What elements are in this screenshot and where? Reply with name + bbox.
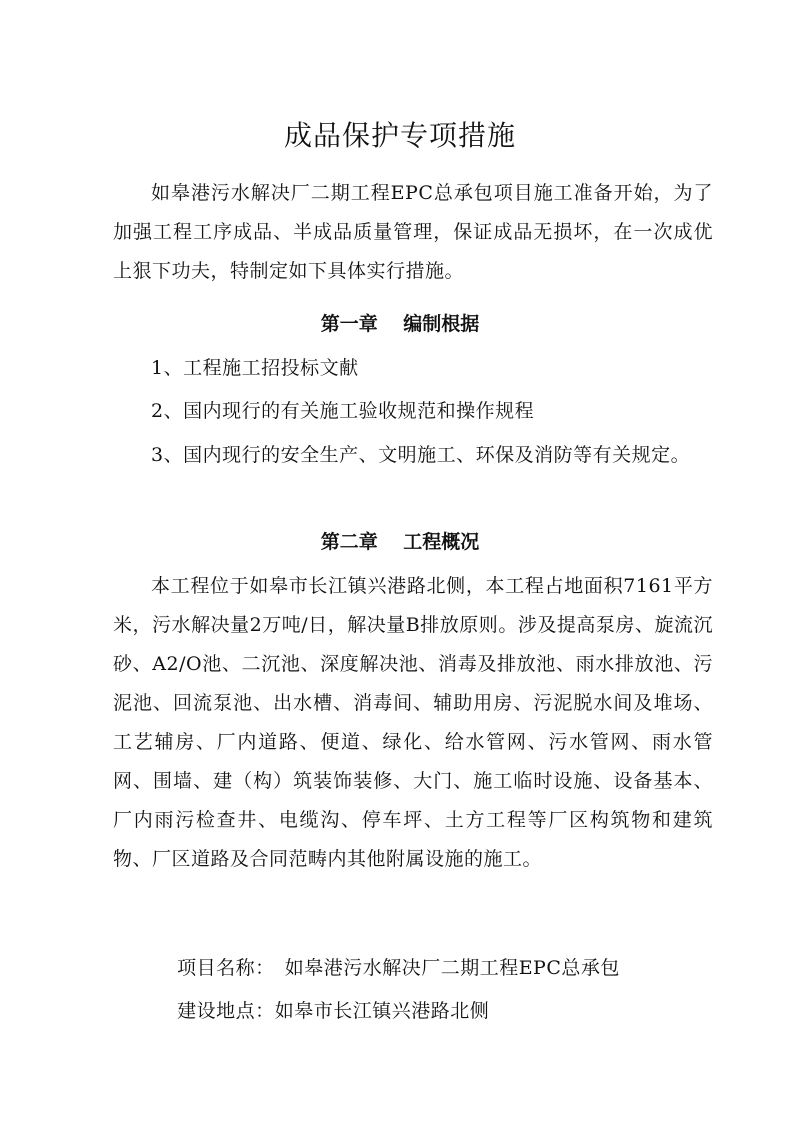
chapter-2-heading: 第二章 工程概况 <box>320 531 480 553</box>
basis-item-1: 1、工程施工招投标文献 <box>151 357 359 379</box>
location-value: 如皋市长江镇兴港路北侧 <box>274 1000 490 1022</box>
document-title: 成品保护专项措施 <box>283 119 516 152</box>
project-overview-paragraph: 本工程位于如皋市长江镇兴港路北侧，本工程占地面积7161平方米，污水解决量2万吨/日，解决量B排放原则。涉及提高泵房、旋流沉砂、A2/O池、二沉池、深度解决池、消毒及排放池、雨水排放池、污泥池、回流泵池、出水槽、消毒间、辅助用房、污泥脱水间及堆场、工艺辅房、厂内道路、便道、绿化、给水管网、污水管网、雨水管网、围墙、建（构）筑装饰装修、大门、施工临时设施、设备基本、厂内雨污检查井、电缆沟、停车坪、土方工程等厂区构筑物和建筑物、厂区道路及合同范畴内其他附属设施的施工。 <box>113 575 713 870</box>
location-row <box>151 966 489 1056</box>
basis-item-2: 2、国内现行的有关施工验收规范和操作规程 <box>151 400 535 422</box>
chapter-1-heading: 第一章 编制根据 <box>320 313 480 335</box>
basis-item-3: 3、国内现行的安全生产、文明施工、环保及消防等有关规定。 <box>151 444 691 466</box>
intro-paragraph: 如皋港污水解决厂二期工程EPC总承包项目施工准备开始，为了加强工程工序成品、半成品质量管理，保证成品无损坏，在一次成优上狠下功夫，特制定如下具体实行措施。 <box>113 182 713 282</box>
project-name-value: 如皋港污水解决厂二期工程EPC总承包 <box>284 957 620 979</box>
project-name-label: 项目名称： <box>177 957 275 979</box>
location-label: 建设地点： <box>177 1000 275 1022</box>
